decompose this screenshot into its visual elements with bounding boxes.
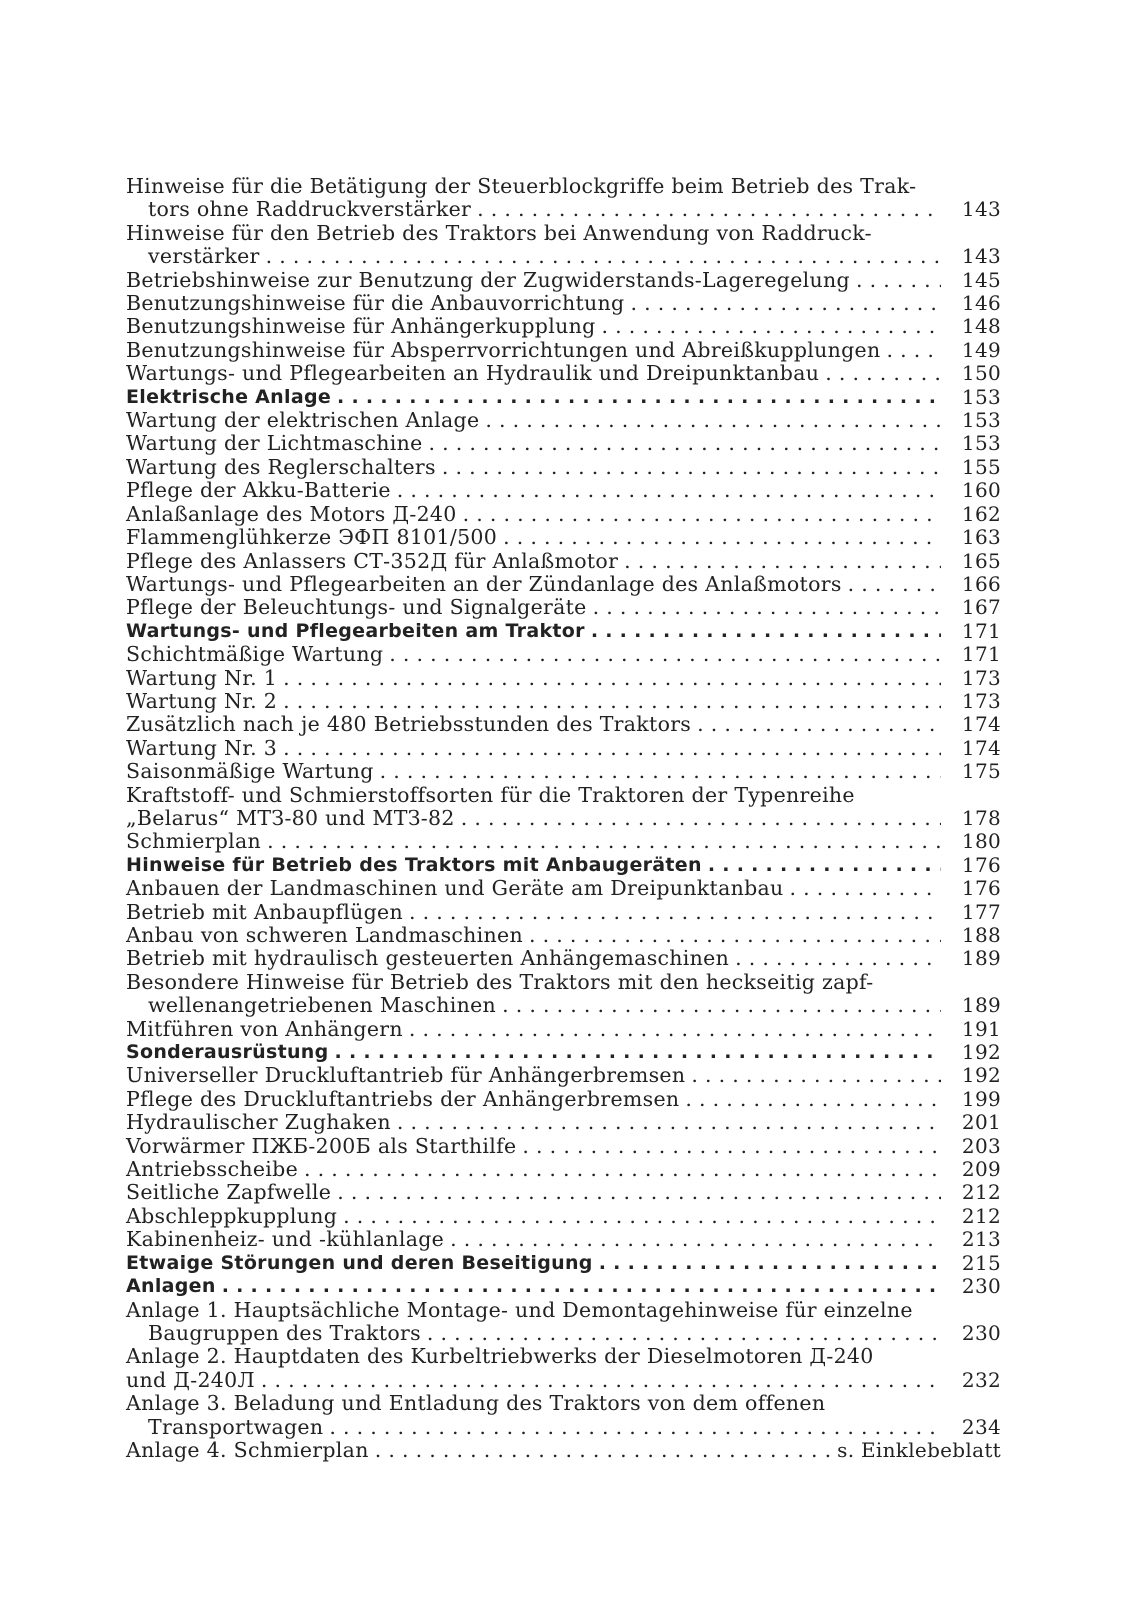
dot-leader bbox=[283, 667, 941, 690]
toc-line bbox=[126, 456, 1001, 479]
toc-line bbox=[126, 339, 1001, 362]
toc-line bbox=[126, 1345, 1001, 1368]
toc-entry bbox=[126, 1275, 1001, 1298]
toc-page-number: 212 bbox=[961, 1203, 1001, 1228]
dot-leader bbox=[409, 901, 941, 924]
toc-line bbox=[126, 1392, 1001, 1415]
toc-title: Betrieb mit Anbaupflügen bbox=[126, 899, 403, 924]
dot-leader bbox=[630, 292, 941, 315]
toc-line bbox=[126, 947, 1001, 970]
toc-line bbox=[126, 901, 1001, 924]
toc-page-number: s. Einklebeblatt bbox=[837, 1437, 1001, 1462]
toc-page-number: 165 bbox=[961, 548, 1001, 573]
toc-entry bbox=[126, 1299, 1001, 1346]
toc-title: Vorwärmer ПЖБ-200Б als Starthilfe bbox=[126, 1133, 517, 1158]
toc-title: Abschleppkupplung bbox=[126, 1203, 338, 1228]
toc-line bbox=[126, 830, 1001, 853]
toc-title: Zusätzlich nach je 480 Betriebsstunden des Traktors bbox=[126, 712, 692, 737]
toc-page-number: 178 bbox=[961, 805, 1001, 830]
dot-leader bbox=[267, 830, 941, 853]
toc-line bbox=[126, 620, 1001, 643]
toc-entry bbox=[126, 713, 1001, 736]
dot-leader bbox=[389, 643, 941, 666]
toc-entry bbox=[126, 1205, 1001, 1228]
toc-line bbox=[126, 994, 1001, 1017]
dot-leader bbox=[624, 550, 941, 573]
dot-leader bbox=[222, 1275, 941, 1298]
toc-line bbox=[126, 760, 1001, 783]
dot-leader bbox=[397, 479, 941, 502]
toc-page-number: 234 bbox=[961, 1414, 1001, 1439]
toc-page-number: 171 bbox=[961, 642, 1001, 667]
toc-page-number: 150 bbox=[961, 361, 1001, 386]
toc-title: Wartung Nr. 3 bbox=[126, 735, 278, 760]
dot-leader bbox=[375, 1439, 831, 1462]
toc-entry bbox=[126, 1228, 1001, 1251]
toc-line bbox=[126, 690, 1001, 713]
dot-leader bbox=[409, 1018, 941, 1041]
toc-title: Pflege des Anlassers СТ-352Д für Anlaßmotor bbox=[126, 548, 619, 573]
toc-page-number: 232 bbox=[961, 1367, 1001, 1392]
toc-page-number: 173 bbox=[961, 665, 1001, 690]
toc-page-number: 153 bbox=[961, 408, 1001, 433]
toc-entry bbox=[126, 596, 1001, 619]
toc-line bbox=[126, 1181, 1001, 1204]
toc-line bbox=[126, 1135, 1001, 1158]
toc-line bbox=[126, 526, 1001, 549]
toc-line bbox=[126, 550, 1001, 573]
dot-leader bbox=[593, 596, 941, 619]
dot-leader bbox=[450, 1228, 941, 1251]
toc-title: Sonderausrüstung bbox=[126, 1041, 329, 1064]
toc-title: Hydraulischer Zughaken bbox=[126, 1110, 391, 1135]
toc-page-number: 189 bbox=[961, 946, 1001, 971]
toc-page-number: 166 bbox=[961, 571, 1001, 596]
toc-title: Kabinenheiz- und -kühlanlage bbox=[126, 1227, 445, 1252]
toc-entry bbox=[126, 667, 1001, 690]
dot-leader bbox=[735, 947, 941, 970]
dot-leader bbox=[529, 924, 941, 947]
toc-title: Wartung Nr. 2 bbox=[126, 688, 278, 713]
toc-page-number: 160 bbox=[961, 478, 1001, 503]
toc-line bbox=[126, 667, 1001, 690]
toc-line bbox=[126, 1275, 1001, 1298]
toc-entry bbox=[126, 830, 1001, 853]
toc-entry bbox=[126, 456, 1001, 479]
toc-line bbox=[126, 1416, 1001, 1439]
toc-title: Wartungs- und Pflegearbeiten am Traktor bbox=[126, 619, 585, 642]
toc-title: Anlage 4. Schmierplan bbox=[126, 1437, 369, 1462]
toc-page-number: 175 bbox=[961, 759, 1001, 784]
toc-entry bbox=[126, 573, 1001, 596]
toc-line bbox=[126, 1064, 1001, 1087]
toc-line bbox=[126, 1041, 1001, 1064]
toc-line bbox=[126, 479, 1001, 502]
dot-leader bbox=[599, 1252, 941, 1275]
toc-page-number: 209 bbox=[961, 1157, 1001, 1182]
toc-line bbox=[126, 1111, 1001, 1134]
toc-title: Wartung des Reglerschalters bbox=[126, 454, 436, 479]
toc-title: Seitliche Zapfwelle bbox=[126, 1180, 332, 1205]
dot-leader bbox=[304, 1158, 941, 1181]
dot-leader bbox=[380, 760, 941, 783]
toc-entry bbox=[126, 362, 1001, 385]
dot-leader bbox=[329, 1416, 941, 1439]
toc-line bbox=[126, 315, 1001, 338]
dot-leader bbox=[397, 1111, 941, 1134]
toc-page-number: 188 bbox=[961, 923, 1001, 947]
toc-line bbox=[126, 222, 1001, 245]
toc-entry bbox=[126, 760, 1001, 783]
toc-entry bbox=[126, 1064, 1001, 1087]
toc-line bbox=[126, 807, 1001, 830]
dot-leader bbox=[887, 339, 942, 362]
toc-title: Pflege des Druckluftantriebs der Anhängerbremsen bbox=[126, 1086, 680, 1111]
toc-line bbox=[126, 924, 1001, 947]
toc-line bbox=[126, 245, 1001, 268]
toc-line bbox=[126, 386, 1001, 409]
toc-line bbox=[126, 1322, 1001, 1345]
toc-line bbox=[126, 1018, 1001, 1041]
dot-leader bbox=[337, 386, 941, 409]
toc-page-number: 199 bbox=[961, 1086, 1001, 1111]
toc-title: Betrieb mit hydraulisch gesteuerten Anhängemaschinen bbox=[126, 946, 730, 971]
toc-entry bbox=[126, 620, 1001, 643]
toc-title: Wartungs- und Pflegearbeiten an Hydraulik und Dreipunktanbau bbox=[126, 361, 820, 386]
toc-line bbox=[126, 432, 1001, 455]
dot-leader bbox=[485, 409, 941, 432]
dot-leader bbox=[461, 807, 941, 830]
toc-title: Saisonmäßige Wartung bbox=[126, 759, 374, 784]
toc-entry bbox=[126, 409, 1001, 432]
toc-title: Etwaige Störungen und deren Beseitigung bbox=[126, 1251, 593, 1274]
toc-title: Anbau von schweren Landmaschinen bbox=[126, 923, 523, 947]
toc-line bbox=[126, 643, 1001, 666]
toc-line bbox=[126, 737, 1001, 760]
toc-title: „Belarus“ МТЗ-80 und МТЗ-82 bbox=[126, 805, 455, 830]
toc-page-number: 149 bbox=[961, 337, 1001, 362]
toc-page-number: 213 bbox=[961, 1227, 1001, 1252]
toc-entry bbox=[126, 737, 1001, 760]
toc-title: Anlage 2. Hauptdaten des Kurbeltriebwerks der Dieselmotoren Д-240 bbox=[126, 1344, 874, 1369]
toc-page-number: 215 bbox=[961, 1250, 1001, 1275]
dot-leader bbox=[283, 690, 941, 713]
toc-title: Anlage 1. Hauptsächliche Montage- und Demontagehinweise für einzelne bbox=[126, 1297, 913, 1322]
toc-page-number: 167 bbox=[961, 595, 1001, 620]
toc-entry bbox=[126, 1158, 1001, 1181]
toc-page-number: 230 bbox=[961, 1274, 1001, 1299]
toc-title: Wartung der Lichtmaschine bbox=[126, 431, 423, 456]
toc-entry bbox=[126, 947, 1001, 970]
dot-leader bbox=[337, 1181, 941, 1204]
toc-entry bbox=[126, 1088, 1001, 1111]
toc-entry bbox=[126, 339, 1001, 362]
toc-title: Mitführen von Anhängern bbox=[126, 1016, 403, 1041]
toc-entry bbox=[126, 643, 1001, 666]
toc-line bbox=[126, 409, 1001, 432]
toc-entry bbox=[126, 292, 1001, 315]
toc-line bbox=[126, 175, 1001, 198]
toc-line bbox=[126, 1439, 1001, 1462]
dot-leader bbox=[591, 620, 941, 643]
toc-title: Betriebshinweise zur Benutzung der Zugwiderstands-Lageregelung bbox=[126, 267, 850, 292]
toc-entry bbox=[126, 690, 1001, 713]
dot-leader bbox=[697, 713, 941, 736]
toc-title: Anlage 3. Beladung und Entladung des Traktors von dem offenen bbox=[126, 1391, 826, 1416]
toc-page-number: 171 bbox=[961, 618, 1001, 643]
toc-title: Schichtmäßige Wartung bbox=[126, 642, 384, 667]
toc-title: Flammenglühkerze ЭФП 8101/500 bbox=[126, 525, 498, 550]
toc-title: Benutzungshinweise für Anhängerkupplung bbox=[126, 314, 596, 339]
toc-entry bbox=[126, 901, 1001, 924]
dot-leader bbox=[266, 245, 941, 268]
toc-page-number: 230 bbox=[961, 1320, 1001, 1345]
toc-line bbox=[126, 713, 1001, 736]
dot-leader bbox=[691, 1064, 941, 1087]
toc-entry bbox=[126, 1135, 1001, 1158]
dot-leader bbox=[685, 1088, 941, 1111]
toc-page-number: 153 bbox=[961, 431, 1001, 456]
toc-title: verstärker bbox=[148, 244, 260, 269]
toc-entry bbox=[126, 877, 1001, 900]
toc-page-number: 153 bbox=[961, 384, 1001, 409]
toc-line bbox=[126, 854, 1001, 877]
toc-page-number: 148 bbox=[961, 314, 1001, 339]
toc-title: Antriebsscheibe bbox=[126, 1157, 299, 1182]
toc-title: Besondere Hinweise für Betrieb des Traktors mit den heckseitig zapf- bbox=[126, 969, 874, 994]
table-of-contents bbox=[126, 175, 1001, 1462]
dot-leader bbox=[825, 362, 941, 385]
toc-title: Wartung Nr. 1 bbox=[126, 665, 278, 690]
toc-title: Wartungs- und Pflegearbeiten an der Zündanlage des Anlaßmotors bbox=[126, 571, 842, 596]
toc-entry bbox=[126, 315, 1001, 338]
toc-entry bbox=[126, 854, 1001, 877]
dot-leader bbox=[283, 737, 941, 760]
toc-entry bbox=[126, 1018, 1001, 1041]
toc-page-number: 177 bbox=[961, 899, 1001, 924]
toc-line bbox=[126, 292, 1001, 315]
toc-title: wellenangetriebenen Maschinen bbox=[148, 993, 497, 1018]
toc-line bbox=[126, 198, 1001, 221]
toc-line bbox=[126, 269, 1001, 292]
toc-title: Kraftstoff- und Schmierstoffsorten für die Traktoren der Typenreihe bbox=[126, 782, 855, 807]
toc-page-number: 201 bbox=[961, 1110, 1001, 1135]
toc-entry bbox=[126, 784, 1001, 831]
toc-title: Anlagen bbox=[126, 1275, 216, 1298]
toc-page-number: 192 bbox=[961, 1040, 1001, 1065]
dot-leader bbox=[502, 994, 941, 1017]
toc-title: Benutzungshinweise für die Anbauvorrichtung bbox=[126, 291, 625, 316]
toc-title: Universeller Druckluftantrieb für Anhängerbremsen bbox=[126, 1063, 686, 1088]
dot-leader bbox=[335, 1041, 941, 1064]
toc-title: und Д-240Л bbox=[126, 1367, 255, 1392]
toc-page-number: 146 bbox=[961, 291, 1001, 316]
toc-line bbox=[126, 1369, 1001, 1392]
toc-title: Hinweise für Betrieb des Traktors mit Anbaugeräten bbox=[126, 853, 702, 876]
toc-line bbox=[126, 1299, 1001, 1322]
toc-page-number: 176 bbox=[961, 852, 1001, 877]
toc-entry bbox=[126, 175, 1001, 222]
toc-page-number: 212 bbox=[961, 1180, 1001, 1205]
toc-line bbox=[126, 784, 1001, 807]
dot-leader bbox=[848, 573, 941, 596]
dot-leader bbox=[463, 503, 941, 526]
toc-page-number: 176 bbox=[961, 876, 1001, 901]
dot-leader bbox=[427, 1322, 941, 1345]
toc-entry bbox=[126, 1252, 1001, 1275]
dot-leader bbox=[343, 1205, 941, 1228]
toc-entry bbox=[126, 386, 1001, 409]
toc-title: Transportwagen bbox=[148, 1414, 324, 1439]
toc-line bbox=[126, 971, 1001, 994]
toc-title: Baugruppen des Traktors bbox=[148, 1320, 421, 1345]
dot-leader bbox=[503, 526, 941, 549]
toc-page-number: 143 bbox=[961, 244, 1001, 269]
toc-page-number: 174 bbox=[961, 735, 1001, 760]
toc-line bbox=[126, 1205, 1001, 1228]
toc-line bbox=[126, 503, 1001, 526]
dot-leader bbox=[261, 1369, 941, 1392]
toc-page-number: 173 bbox=[961, 688, 1001, 713]
dot-leader bbox=[477, 198, 941, 221]
toc-page-number: 191 bbox=[961, 1016, 1001, 1041]
toc-entry bbox=[126, 479, 1001, 502]
toc-entry bbox=[126, 222, 1001, 269]
toc-title: Benutzungshinweise für Absperrvorrichtungen und Abreißkupplungen bbox=[126, 337, 881, 362]
toc-title: Hinweise für den Betrieb des Traktors bei Anwendung von Raddruck- bbox=[126, 220, 872, 245]
toc-page-number: 163 bbox=[961, 525, 1001, 550]
toc-title: Schmierplan bbox=[126, 829, 262, 854]
dot-leader bbox=[708, 854, 941, 877]
toc-page-number: 180 bbox=[961, 829, 1001, 854]
toc-entry bbox=[126, 432, 1001, 455]
toc-line bbox=[126, 573, 1001, 596]
toc-entry bbox=[126, 1181, 1001, 1204]
toc-page-number: 189 bbox=[961, 993, 1001, 1018]
toc-title: Elektrische Anlage bbox=[126, 385, 332, 408]
toc-page-number: 192 bbox=[961, 1063, 1001, 1088]
toc-title: tors ohne Raddruckverstärker bbox=[148, 197, 472, 222]
toc-page-number: 203 bbox=[961, 1133, 1001, 1158]
toc-title: Pflege der Beleuchtungs- und Signalgeräte bbox=[126, 595, 587, 620]
toc-title: Pflege der Akku-Batterie bbox=[126, 478, 391, 503]
toc-line bbox=[126, 877, 1001, 900]
toc-entry bbox=[126, 924, 1001, 947]
dot-leader bbox=[522, 1135, 941, 1158]
dot-leader bbox=[856, 269, 941, 292]
toc-entry bbox=[126, 550, 1001, 573]
dot-leader bbox=[602, 315, 941, 338]
toc-line bbox=[126, 1252, 1001, 1275]
dot-leader bbox=[790, 877, 941, 900]
toc-entry bbox=[126, 1345, 1001, 1392]
toc-line bbox=[126, 1158, 1001, 1181]
toc-entry bbox=[126, 1392, 1001, 1439]
toc-line bbox=[126, 362, 1001, 385]
toc-page-number: 162 bbox=[961, 501, 1001, 526]
toc-title: Wartung der elektrischen Anlage bbox=[126, 408, 480, 433]
toc-entry bbox=[126, 1439, 1001, 1462]
dot-leader bbox=[429, 432, 941, 455]
toc-entry bbox=[126, 971, 1001, 1018]
toc-title: Hinweise für die Betätigung der Steuerblockgriffe beim Betrieb des Trak- bbox=[126, 174, 917, 198]
toc-line bbox=[126, 1088, 1001, 1111]
toc-line bbox=[126, 596, 1001, 619]
toc-page-number: 145 bbox=[961, 267, 1001, 292]
toc-title: Anbauen der Landmaschinen und Geräte am Dreipunktanbau bbox=[126, 876, 784, 901]
toc-page-number: 155 bbox=[961, 454, 1001, 479]
toc-page-number: 143 bbox=[961, 197, 1001, 222]
toc-entry bbox=[126, 1111, 1001, 1134]
toc-entry bbox=[126, 1041, 1001, 1064]
dot-leader bbox=[442, 456, 941, 479]
toc-title: Anlaßanlage des Motors Д-240 bbox=[126, 501, 457, 526]
toc-entry bbox=[126, 269, 1001, 292]
toc-page-number: 174 bbox=[961, 712, 1001, 737]
toc-line bbox=[126, 1228, 1001, 1251]
toc-entry bbox=[126, 503, 1001, 526]
toc-entry bbox=[126, 526, 1001, 549]
